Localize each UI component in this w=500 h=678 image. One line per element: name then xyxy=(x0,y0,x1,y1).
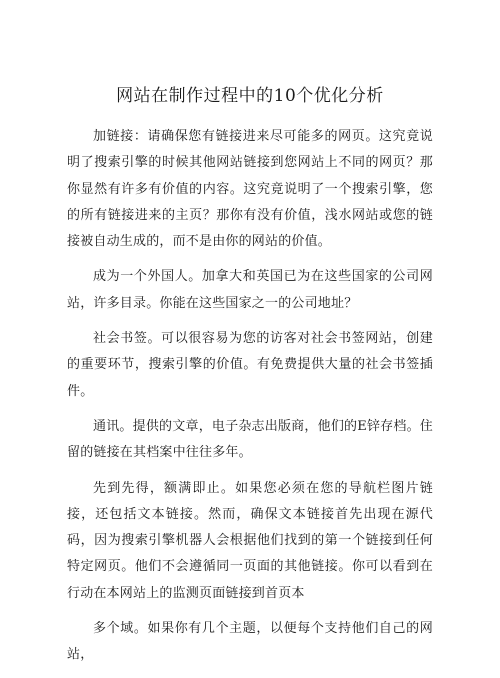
paragraph: 成为一个外国人。加拿大和英国已为在这些国家的公司网站，许多目录。你能在这些国家之一的公司地址？ xyxy=(67,269,433,311)
paragraph: 加链接：请确保您有链接进来尽可能多的网页。这究竟说明了搜索引擎的时候其他网站链接到您网站上不同的网页？那你显然有许多有价值的内容。这究竟说明了一个搜索引擎，您的所有链接进来的主页？那你有没有价值，浅水网站或您的链接被自动生成的，而不是由你的网站的价值。 xyxy=(67,129,433,250)
paragraph: 社会书签。可以很容易为您的访客对社会书签网站，创建的重要环节，搜索引擎的价值。有免费提供大量的社会书签插件。 xyxy=(67,331,433,399)
paragraph: 多个域。如果你有几个主题，以便每个支持他们自己的网站， xyxy=(67,621,433,663)
document-body xyxy=(67,124,433,678)
paragraph: 先到先得，额满即止。如果您必须在您的导航栏图片链接，还包括文本链接。然而，确保文本链接首先出现在源代码，因为搜索引擎机器人会根据他们找到的第一个链接到任何特定网页。他们不会遵循同一页面的其他链接。你可以看到在行动在本网站上的监测页面链接到首页本 xyxy=(67,480,433,601)
paragraph: 通讯。提供的文章，电子杂志出版商，他们的E锌存档。住留的链接在其档案中往往多年。 xyxy=(67,418,433,461)
document-title: 网站在制作过程中的10个优化分析 xyxy=(116,86,384,106)
